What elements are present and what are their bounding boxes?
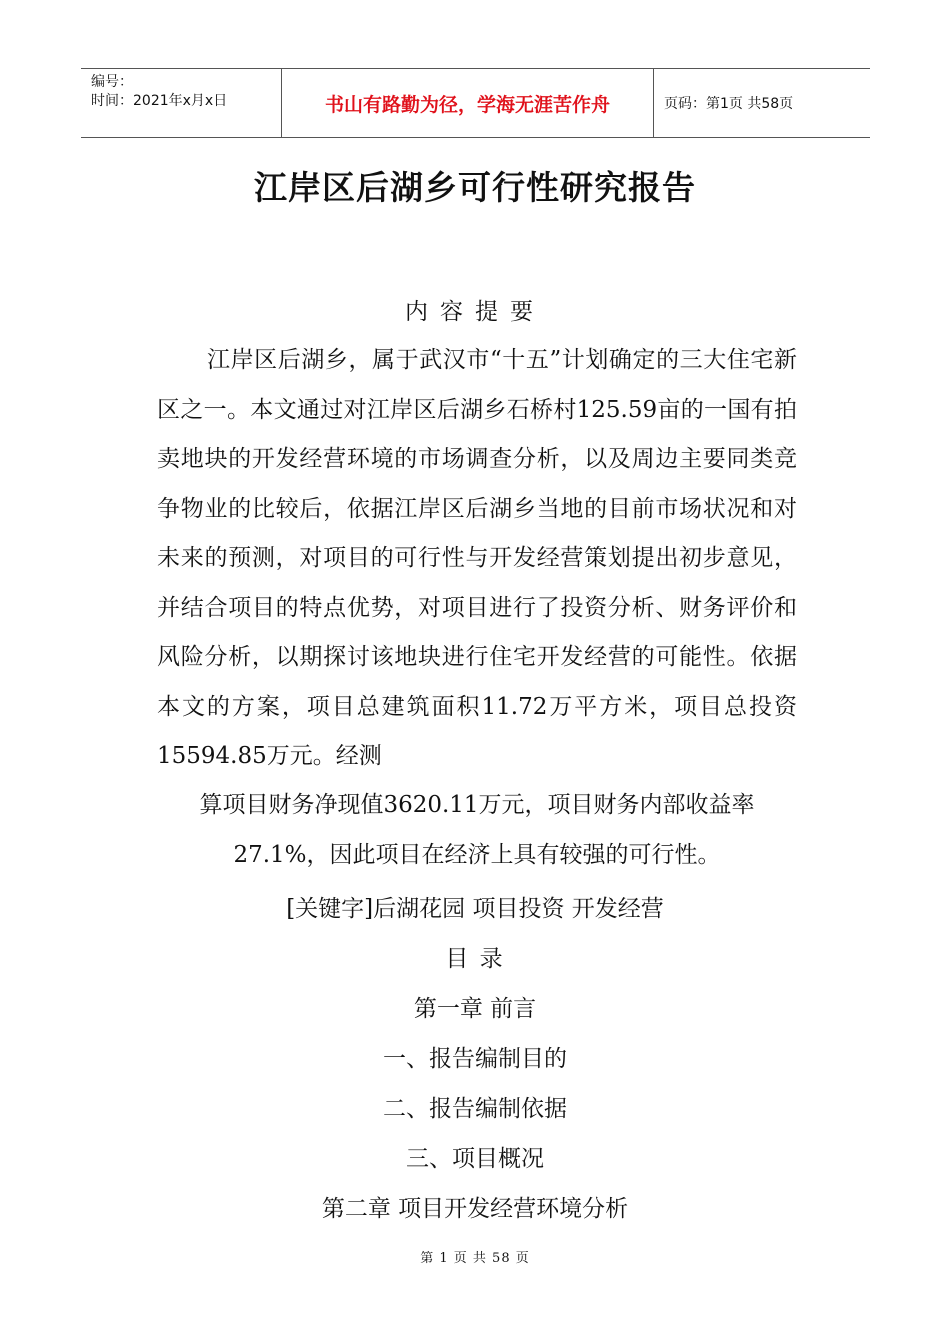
time-label: 时间：2021年x月x日 xyxy=(91,93,228,109)
toc-item: 第二章 项目开发经营环境分析 xyxy=(321,1196,629,1222)
header-motto: 书山有路勤为径，学海无涯苦作舟 xyxy=(281,69,654,137)
header-page-info: 页码：第1页 共58页 xyxy=(664,96,794,112)
abstract-tail-line-2: 27.1%，因此项目在经济上具有较强的可行性。 xyxy=(233,841,721,868)
toc-item: 二、报告编制依据 xyxy=(383,1096,567,1122)
abstract-tail xyxy=(157,781,797,880)
toc-item: 三、项目概况 xyxy=(406,1146,544,1172)
toc-heading: 目 录 xyxy=(445,946,505,972)
abstract-heading: 内容提要 xyxy=(405,299,545,325)
toc-item: 第一章 前言 xyxy=(413,996,537,1022)
toc-item: 一、报告编制目的 xyxy=(383,1046,567,1072)
keywords-line: [关键字]后湖花园 项目投资 开发经营 xyxy=(286,896,664,922)
abstract-tail-line-1: 算项目财务净现值3620.11万元，项目财务内部收益率 xyxy=(199,792,755,818)
header-meta xyxy=(81,69,281,137)
number-label: 编号： xyxy=(91,74,133,90)
document-title: 江岸区后湖乡可行性研究报告 xyxy=(254,168,696,207)
page-footer: 第 1 页 共 58 页 xyxy=(420,1251,530,1266)
page-header xyxy=(81,68,870,138)
abstract-body: 江岸区后湖乡，属于武汉市“十五”计划确定的三大住宅新区之一。本文通过对江岸区后湖乡石桥村125.59亩的一国有拍卖地块的开发经营环境的市场调查分析，以及周边主要同类竞争物业的比较后，依据江岸区后湖乡当地的目前市场状况和对未来的预测，对项目的可行性与开发经营策划提出初步意见，并结合项目的特点优势，对项目进行了投资分析、财务评价和风险分析，以期探讨该地块进行住宅开发经营的可能性。依据本文的方案，项目总建筑面积11.72万平方米，项目总投资15594.85万元。经测 xyxy=(157,347,797,769)
